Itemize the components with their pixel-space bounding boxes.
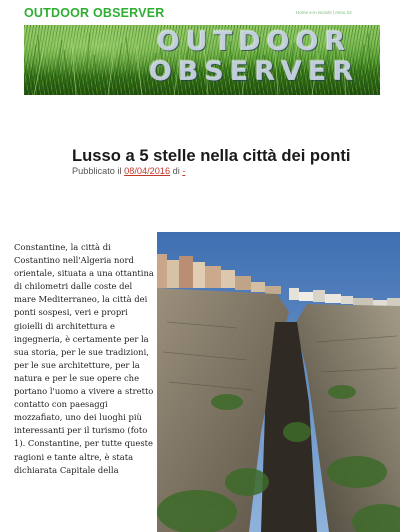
- post-body: [14, 241, 154, 477]
- post-meta: [72, 166, 185, 176]
- header-banner: [24, 25, 380, 95]
- banner-title-line2: OBSERVER: [148, 56, 360, 87]
- post-date-link[interactable]: 08/04/2016: [124, 166, 171, 176]
- constantine-gorge-photo: [157, 232, 400, 532]
- post-body-paragraph: Constantine, la città di Costantino nell'Algeria nord orientale, situata a una ottantina di chilometri dalle coste del mare Mediterraneo, la città dei ponti sospesi, veri e propri gioielli di architettura e ingegneria, è certamente per la sua storia, per le sue tradizioni, per le sue architetture, per la natura e per le sue opere che portano l'uomo a vivere a stretto contatto con paesaggi mozzafiato, uno dei luoghi più interessanti per il turismo (foto 1). Constantine, per tutte queste ragioni e tante altre, è stata dichiarata Capitale della: [14, 242, 154, 475]
- author-label: di: [170, 166, 183, 176]
- published-label: Pubblicato il: [72, 166, 125, 176]
- author-link[interactable]: -: [182, 166, 186, 176]
- banner-title-line1: OUTDOOR: [156, 26, 352, 57]
- site-meta[interactable]: Home e-in iscriviti | Anno 22: [296, 10, 352, 15]
- site-title[interactable]: OUTDOOR OBSERVER: [24, 6, 165, 20]
- post-title[interactable]: Lusso a 5 stelle nella città dei ponti: [72, 146, 351, 165]
- post-photo: [157, 232, 400, 532]
